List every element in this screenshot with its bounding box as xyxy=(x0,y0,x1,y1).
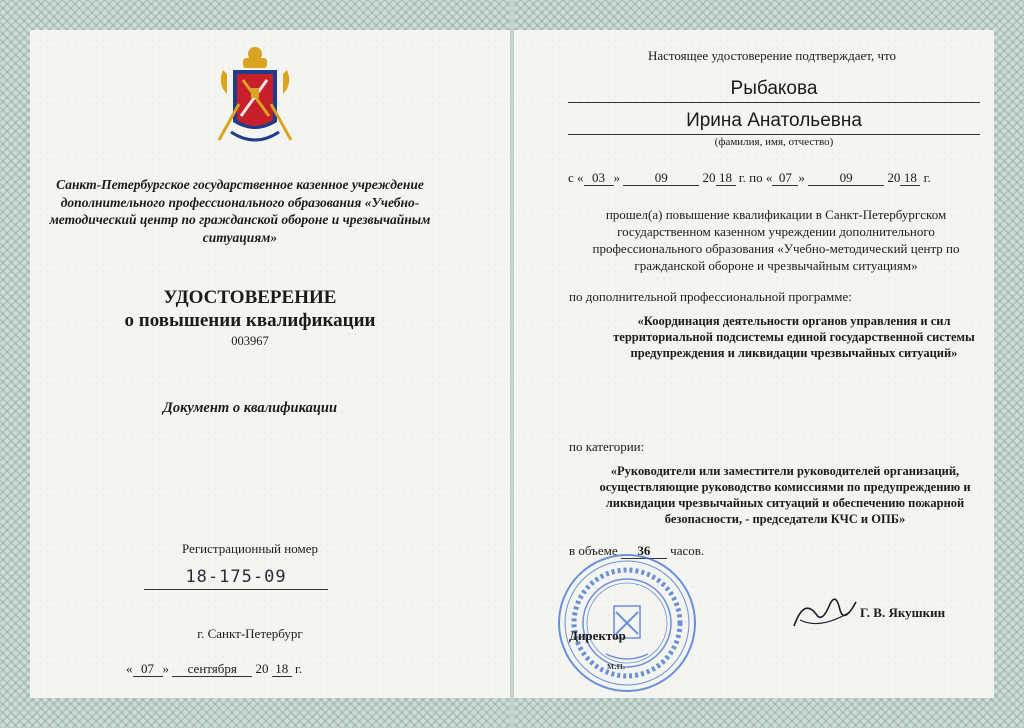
volume-unit: часов. xyxy=(670,543,705,558)
issue-day: 07 xyxy=(133,662,163,677)
category-label: по категории: xyxy=(569,439,645,454)
completed-text: прошел(а) повышение квалификации в Санкт-Петербургском государственном казенном учреждении дополнительного профессионального образования «Учебно-методический центр по гражданской обороне и чрезвычайным ситуациям» xyxy=(592,207,960,273)
stamp-place-label: м.п. xyxy=(607,660,626,672)
period-from-year: 18 xyxy=(716,171,736,186)
registration-label: Регистрационный номер xyxy=(182,541,318,556)
volume-label: в объеме xyxy=(569,543,618,558)
period-from-year-unit: г. xyxy=(738,170,746,185)
confirms-text: Настоящее удостоверение подтверждает, что xyxy=(647,48,896,63)
period-to-close: » xyxy=(798,170,805,185)
period-to-day: 07 xyxy=(772,171,798,186)
issue-year: 18 xyxy=(272,662,292,677)
period-from-year-prefix: 20 xyxy=(702,170,716,185)
period-to-label: по « xyxy=(749,170,773,185)
period-to-month: 09 xyxy=(808,171,884,186)
period-from-month: 09 xyxy=(623,171,699,186)
issue-month: сентября xyxy=(172,662,252,677)
holder-given-names: Ирина Анатольевна xyxy=(568,110,980,135)
registration-number: 18-175-09 xyxy=(144,567,328,590)
period-from-label: с « xyxy=(568,170,584,185)
certificate-number: 003967 xyxy=(231,334,269,348)
certificate-title-line1: УДОСТОВЕРЕНИЕ xyxy=(163,287,337,308)
category-text: «Руководители или заместители руководителей организаций, осуществляющие руководство комиссиями по предупреждению и ликвидации чрезвычайных ситуаций и обеспечению пожарной безопасности, - председатели КЧС и ОПБ» xyxy=(599,464,971,526)
director-name: Г. В. Якушкин xyxy=(860,605,946,620)
period-to-year-unit: г. xyxy=(923,170,931,185)
fio-hint: (фамилия, имя, отчество) xyxy=(714,136,834,148)
period-to-year-prefix: 20 xyxy=(887,170,901,185)
director-signature-icon xyxy=(790,590,860,634)
issue-date-open-quote: « xyxy=(126,661,133,676)
official-stamp-icon xyxy=(556,552,698,694)
issue-city: г. Санкт-Петербург xyxy=(197,626,303,641)
certificate-title xyxy=(40,286,460,332)
issue-date xyxy=(126,661,302,677)
document-type: Документ о квалификации xyxy=(162,400,338,416)
issue-year-prefix: 20 xyxy=(255,661,269,676)
program-label: по дополнительной профессиональной программе: xyxy=(569,289,852,304)
period-from-close: » xyxy=(613,170,621,185)
training-period xyxy=(568,170,982,186)
volume-hours: 36 xyxy=(621,544,667,559)
institution-name: Санкт-Петербургское государственное казенное учреждение дополнительного профессионального образования «Учебно-методический центр по гражданской обороне и чрезвычайным ситуациям» xyxy=(49,177,431,245)
period-to-year: 18 xyxy=(900,171,920,186)
issue-date-close-quote: » xyxy=(162,661,169,676)
director-title: Директор xyxy=(569,628,626,643)
program-name: «Координация деятельности органов управления и сил территориальной подсистемы единой государственной системы предупреждения и ликвидации чрезвычайных ситуаций» xyxy=(613,314,975,360)
coat-of-arms-icon xyxy=(213,44,297,154)
period-from-day: 03 xyxy=(584,171,614,186)
issue-year-unit: г. xyxy=(295,661,303,676)
holder-surname: Рыбакова xyxy=(568,78,980,103)
certificate-title-line2: о повышении квалификации xyxy=(124,310,376,331)
